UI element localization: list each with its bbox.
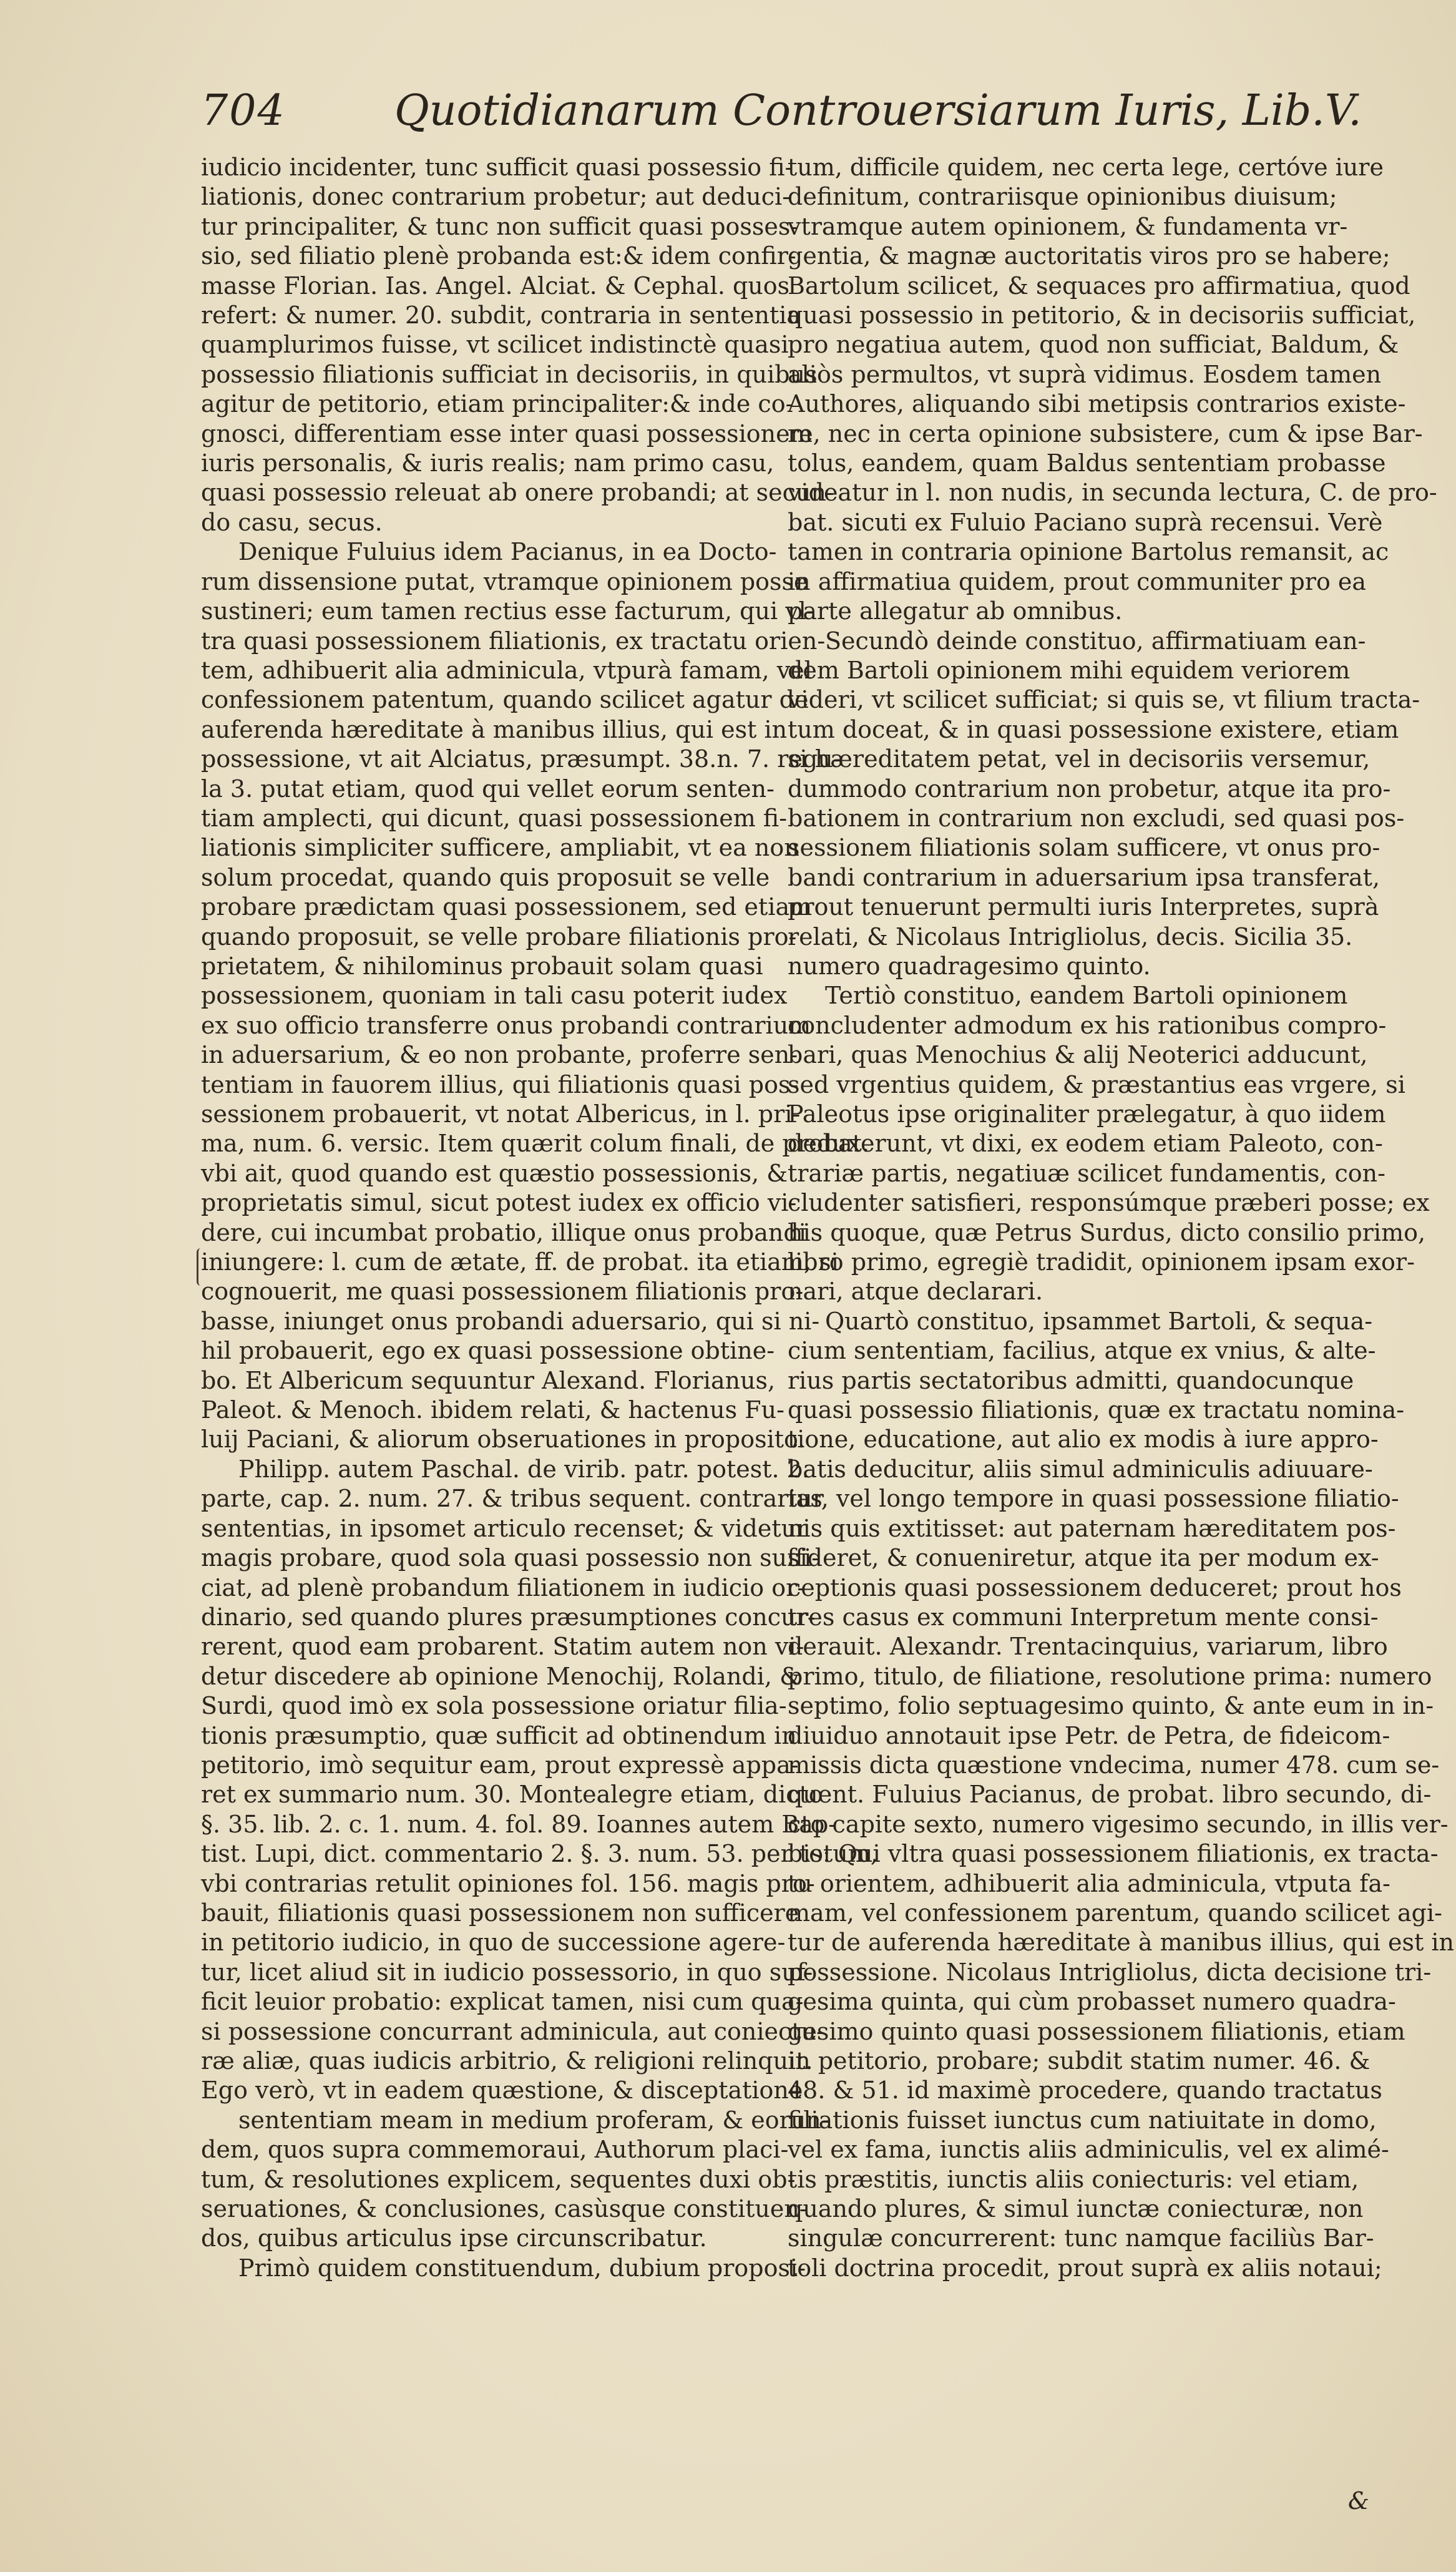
text-line: ficit leuior probatio: explicat tamen, nisi cum qua- bbox=[201, 1988, 804, 2016]
text-line: §. 35. lib. 2. c. 1. num. 4. fol. 89. Ioannes autem Bap- bbox=[201, 1810, 837, 1838]
text-line: concludenter admodum ex his rationibus compro- bbox=[788, 1011, 1387, 1039]
text-line: tamen in contraria opinione Bartolus remansit, ac bbox=[788, 538, 1389, 566]
page-number: 704 bbox=[201, 86, 286, 135]
text-line: tres casus ex communi Interpretum mente consi- bbox=[788, 1603, 1379, 1631]
text-line: dinario, sed quando plures præsumptiones concur- bbox=[201, 1603, 816, 1631]
text-line: cto capite sexto, numero vigesimo secundo, in illis ver- bbox=[788, 1810, 1449, 1838]
text-line: sessionem filiationis solam sufficere, vt onus pro- bbox=[788, 834, 1380, 862]
text-line: luij Paciani, & aliorum obseruationes in proposito. bbox=[201, 1425, 806, 1454]
text-line: proprietatis simul, sicut potest iudex ex officio vi- bbox=[201, 1189, 797, 1217]
text-line: missis dicta quæstione vndecima, numer 478. cum se- bbox=[788, 1751, 1440, 1779]
text-line: refert: & numer. 20. subdit, contraria in sententia bbox=[201, 301, 801, 330]
text-line: nis quis extitisset: aut paternam hæreditatem pos- bbox=[788, 1514, 1396, 1542]
text-line: derauit. Alexandr. Trentacinquius, variarum, libro bbox=[788, 1633, 1388, 1661]
text-line: detur discedere ab opinione Menochij, Rolandi, & bbox=[201, 1662, 801, 1690]
text-line: bationem in contrarium non excludi, sed quasi pos- bbox=[788, 804, 1405, 832]
text-line: magis probare, quod sola quasi possessio non suffi- bbox=[201, 1544, 820, 1572]
text-line: bis: Qui vltra quasi possessionem filiationis, ex tracta- bbox=[788, 1840, 1439, 1868]
text-line: sio, sed filiatio plenè probanda est:& idem confir- bbox=[201, 242, 796, 270]
text-line: liationis simpliciter sufficere, ampliabit, vt ea non bbox=[201, 834, 799, 862]
text-line: libro primo, egregiè tradidit, opinionem ipsam exor- bbox=[788, 1248, 1415, 1276]
text-line: tione, educatione, aut alio ex modis à iure appro- bbox=[788, 1425, 1379, 1454]
text-line: parte, cap. 2. num. 27. & tribus sequent. contrarias bbox=[201, 1485, 823, 1513]
left-column bbox=[201, 153, 878, 2283]
text-line: possessionem, quoniam in tali casu poterit iudex bbox=[201, 982, 788, 1010]
text-line: Primò quidem constituendum, dubium proposi- bbox=[238, 2254, 806, 2282]
text-line: dos, quibus articulus ipse circunscribatur. bbox=[201, 2224, 707, 2252]
text-line: quasi possessio releuat ab onere probandi; at secun- bbox=[201, 479, 834, 507]
text-line: definitum, contrariisque opinionibus diuisum; bbox=[788, 183, 1337, 211]
text-line: quasi possessio in petitorio, & in decisoriis sufficiat, bbox=[788, 301, 1416, 330]
text-line: in petitorio, probare; subdit statim numer. 46. & bbox=[788, 2047, 1370, 2075]
text-line: Secundò deinde constituo, affirmatiuam ean- bbox=[825, 627, 1366, 655]
text-line: do casu, secus. bbox=[201, 508, 383, 536]
page-header bbox=[201, 86, 1368, 155]
text-line: tur de auferenda hæreditate à manibus illius, qui est in bbox=[788, 1929, 1455, 1957]
text-line: ex suo officio transferre onus probandi contrarium bbox=[201, 1011, 811, 1039]
text-line: bat. sicuti ex Fuluio Paciano suprà recensui. Verè bbox=[788, 508, 1383, 536]
text-line: Paleot. & Menoch. ibidem relati, & hactenus Fu- bbox=[201, 1396, 784, 1424]
text-line: his quoque, quæ Petrus Surdus, dicto consilio primo, bbox=[788, 1218, 1426, 1246]
text-line: in affirmatiua quidem, prout communiter pro ea bbox=[788, 567, 1367, 595]
text-line: tur, licet aliud sit in iudicio possessorio, in quo suf- bbox=[201, 1958, 813, 1986]
text-line: Denique Fuluius idem Pacianus, in ea Docto- bbox=[238, 538, 777, 566]
text-line: toli doctrina procedit, prout suprà ex aliis notaui; bbox=[788, 2254, 1382, 2282]
text-line: sententiam meam in medium proferam, & eorun- bbox=[238, 2106, 829, 2134]
text-line: rius partis sectatoribus admitti, quandocunque bbox=[788, 1366, 1354, 1394]
text-line: quando plures, & simul iunctæ coniecturæ, non bbox=[788, 2195, 1364, 2223]
text-line: iuris personalis, & iuris realis; nam primo casu, bbox=[201, 449, 774, 477]
text-line: re, nec in certa opinione subsistere, cum & ipse Bar- bbox=[788, 419, 1423, 447]
text-line: possessio filiationis sufficiat in decisoriis, in quibus bbox=[201, 360, 818, 388]
text-line: septimo, folio septuagesimo quinto, & ante eum in in- bbox=[788, 1692, 1434, 1720]
text-line: si hæreditatem petat, vel in decisoriis versemur, bbox=[788, 745, 1370, 773]
text-line: batis deducitur, aliis simul adminiculis adiuuare- bbox=[788, 1455, 1373, 1483]
text-line: gesima quinta, qui cùm probasset numero quadra- bbox=[788, 1988, 1396, 2016]
text-line: possessione. Nicolaus Intrigliolus, dicta decisione tri- bbox=[788, 1958, 1432, 1986]
text-line: prietatem, & nihilominus probauit solam quasi bbox=[201, 952, 763, 980]
text-line: tum, difficile quidem, nec certa lege, certóve iure bbox=[788, 154, 1384, 181]
text-line: ceptionis quasi possessionem deduceret; prout hos bbox=[788, 1573, 1402, 1601]
text-line: tionis præsumptio, quæ sufficit ad obtinendum in bbox=[201, 1721, 797, 1749]
text-line: confessionem patentum, quando scilicet agatur de bbox=[201, 686, 809, 714]
text-line: quamplurimos fuisse, vt scilicet indistinctè quasi bbox=[201, 331, 789, 359]
text-line: dem Bartoli opinionem mihi equidem veriorem bbox=[788, 656, 1351, 684]
text-line: iudicio incidenter, tunc sufficit quasi possessio fi- bbox=[201, 154, 793, 181]
text-line: primo, titulo, de filiatione, resolutione prima: numero bbox=[788, 1662, 1432, 1690]
text-line: tum doceat, & in quasi possessione existere, etiam bbox=[788, 715, 1399, 743]
text-line: Surdi, quod imò ex sola possessione oriatur filia- bbox=[201, 1692, 787, 1720]
text-line: hil probauerit, ego ex quasi possessione obtine- bbox=[201, 1337, 775, 1365]
text-line: rerent, quod eam probarent. Statim autem non vi- bbox=[201, 1633, 804, 1661]
text-line: sed vrgentius quidem, & præstantius eas vrgere, si bbox=[788, 1070, 1405, 1098]
text-line: la 3. putat etiam, quod qui vellet eorum senten- bbox=[201, 775, 774, 803]
text-line: tra quasi possessionem filiationis, ex tractatu orien- bbox=[201, 627, 826, 655]
text-line: rum dissensione putat, vtramque opinionem posse bbox=[201, 567, 808, 595]
text-line: parte allegatur ab omnibus. bbox=[788, 597, 1123, 625]
text-line: tis præstitis, iunctis aliis coniecturis: vel etiam, bbox=[788, 2165, 1359, 2193]
text-line: quent. Fuluius Pacianus, de probat. libro secundo, di- bbox=[788, 1781, 1432, 1809]
text-line: tolus, eandem, quam Baldus sententiam probasse bbox=[788, 449, 1386, 477]
text-line: bari, quas Menochius & alij Neoterici adducunt, bbox=[788, 1041, 1368, 1069]
text-line: tur, vel longo tempore in quasi possessione filiatio- bbox=[788, 1485, 1399, 1513]
text-line: gentia, & magnæ auctoritatis viros pro se habere; bbox=[788, 242, 1390, 270]
text-line: quasi possessio filiationis, quæ ex tractatu nomina- bbox=[788, 1396, 1405, 1424]
text-line: Quartò constituo, ipsammet Bartoli, & sequa- bbox=[825, 1307, 1373, 1335]
text-line: in petitorio iudicio, in quo de successione agere- bbox=[201, 1929, 786, 1957]
text-line: cognouerit, me quasi possessionem filiationis pro- bbox=[201, 1278, 804, 1306]
text-line: vbi contrarias retulit opiniones fol. 156. magis pro- bbox=[201, 1869, 815, 1897]
text-line: trariæ partis, negatiuæ scilicet fundamentis, con- bbox=[788, 1159, 1385, 1187]
text-line: prout tenuerunt permulti iuris Interpretes, suprà bbox=[788, 893, 1379, 921]
text-line: tiam amplecti, qui dicunt, quasi possessionem fi- bbox=[201, 804, 788, 832]
text-line: si possessione concurrant adminicula, aut coniectu- bbox=[201, 2017, 824, 2045]
text-line: diuiduo annotauit ipse Petr. de Petra, de fideicom- bbox=[788, 1721, 1390, 1749]
text-line: tu orientem, adhibuerit alia adminicula, vtputa fa- bbox=[788, 1869, 1390, 1897]
text-line: dummodo contrarium non probetur, atque ita pro- bbox=[788, 775, 1391, 803]
text-line: seruationes, & conclusiones, casùsque constituen- bbox=[201, 2195, 808, 2223]
text-line: Philipp. autem Paschal. de virib. patr. potest. 2. bbox=[238, 1455, 809, 1483]
right-column bbox=[788, 153, 1455, 2283]
text-line: sideret, & conueniretur, atque ita per modum ex- bbox=[788, 1544, 1379, 1572]
text-line: ræ aliæ, quas iudicis arbitrio, & religioni relinquit. bbox=[201, 2047, 813, 2075]
text-line: sententias, in ipsomet articulo recenset; & videtur bbox=[201, 1514, 808, 1542]
text-line: 48. & 51. id maximè procedere, quando tractatus bbox=[788, 2076, 1382, 2105]
text-line: vbi ait, quod quando est quæstio possessionis, & bbox=[201, 1159, 788, 1187]
text-line: basse, iniunget onus probandi aduersario, qui si ni- bbox=[201, 1307, 820, 1335]
text-line: Authores, aliquando sibi metipsis contrarios existe- bbox=[788, 390, 1406, 418]
text-line: mam, vel confessionem parentum, quando scilicet agi- bbox=[788, 1899, 1442, 1927]
text-line: videatur in l. non nudis, in secunda lectura, C. de pro- bbox=[788, 479, 1437, 507]
text-line: bauit, filiationis quasi possessionem non sufficere bbox=[201, 1899, 799, 1927]
text-line: vel ex fama, iunctis aliis adminiculis, vel ex alimé- bbox=[788, 2136, 1389, 2164]
text-line: tentiam in fauorem illius, qui filiationis quasi pos- bbox=[201, 1070, 799, 1098]
text-line: tist. Lupi, dict. commentario 2. §. 3. num. 53. per totum, bbox=[201, 1840, 878, 1868]
text-line: filiationis fuisset iunctus cum natiuitate in domo, bbox=[788, 2106, 1377, 2134]
text-line: quando proposuit, se velle probare filiationis pro- bbox=[201, 922, 797, 951]
text-line: Bartolum scilicet, & sequaces pro affirmatiua, quod bbox=[788, 271, 1410, 300]
text-line: auferenda hæreditate à manibus illius, qui est in bbox=[201, 715, 788, 743]
text-line: possessione, vt ait Alciatus, præsumpt. 38.n. 7. regu- bbox=[201, 745, 841, 773]
text-line: ret ex summario num. 30. Montealegre etiam, dicto bbox=[201, 1781, 823, 1809]
text-line: pro negatiua autem, quod non sufficiat, Baldum, & bbox=[788, 331, 1399, 359]
text-line: gnosci, differentiam esse inter quasi possessionem bbox=[201, 419, 813, 447]
text-line: gesimo quinto quasi possessionem filiationis, etiam bbox=[788, 2017, 1405, 2045]
text-line: numero quadragesimo quinto. bbox=[788, 952, 1151, 980]
text-line: cludenter satisfieri, responsúmque præberi posse; ex bbox=[788, 1189, 1430, 1217]
text-line: solum procedat, quando quis proposuit se velle bbox=[201, 863, 770, 891]
text-line: Tertiò constituo, eandem Bartoli opinionem bbox=[825, 982, 1348, 1010]
text-line: deduxerunt, vt dixi, ex eodem etiam Paleoto, con- bbox=[788, 1130, 1383, 1158]
text-line: probare prædictam quasi possessionem, sed etiam bbox=[201, 893, 813, 921]
text-line: tur principaliter, & tunc non sufficit quasi posses- bbox=[201, 212, 799, 240]
text-line: tum, & resolutiones explicem, sequentes duxi ob- bbox=[201, 2165, 796, 2193]
text-line: dere, cui incumbat probatio, illique onus probandi bbox=[201, 1218, 806, 1246]
text-line: liationis, donec contrarium probetur; aut deduci- bbox=[201, 183, 791, 211]
text-line: ma, num. 6. versic. Item quærit colum finali, de probat. bbox=[201, 1130, 870, 1158]
catchword: & bbox=[1348, 2487, 1369, 2515]
text-line: masse Florian. Ias. Angel. Alciat. & Cephal. quos bbox=[201, 271, 790, 300]
text-line: sustineri; eum tamen rectius esse facturum, qui vl- bbox=[201, 597, 814, 625]
text-line: Paleotus ipse originaliter prælegatur, à quo iidem bbox=[788, 1100, 1386, 1128]
text-line: iniungere: l. cum de ætate, ff. de probat. ita etiam, si bbox=[201, 1248, 839, 1276]
text-line: agitur de petitorio, etiam principaliter:& inde co- bbox=[201, 390, 794, 418]
text-line: vtramque autem opinionem, & fundamenta vr- bbox=[788, 212, 1348, 240]
text-line: tem, adhibuerit alia adminicula, vtpurà famam, vel bbox=[201, 656, 812, 684]
text-line: videri, vt scilicet sufficiat; si quis se, vt filium tracta- bbox=[788, 686, 1420, 714]
margin-bracket-mark bbox=[197, 1248, 205, 1286]
text-line: Ego verò, vt in eadem quæstione, & disceptatione bbox=[201, 2076, 803, 2105]
text-line: nari, atque declarari. bbox=[788, 1278, 1043, 1306]
text-line: singulæ concurrerent: tunc namque faciliùs Bar- bbox=[788, 2224, 1374, 2252]
text-line: in aduersarium, & eo non probante, proferre sen- bbox=[201, 1041, 798, 1069]
text-line: bo. Et Albericum sequuntur Alexand. Florianus, bbox=[201, 1366, 776, 1394]
text-line: petitorio, imò sequitur eam, prout expressè appa- bbox=[201, 1751, 799, 1779]
text-line: ciat, ad plenè probandum filiationem in iudicio or- bbox=[201, 1573, 806, 1601]
text-line: sessionem probauerit, vt notat Albericus, in l. pri- bbox=[201, 1100, 801, 1128]
text-line: relati, & Nicolaus Intrigliolus, decis. Sicilia 35. bbox=[788, 922, 1353, 951]
text-line: bandi contrarium in aduersarium ipsa transferat, bbox=[788, 863, 1380, 891]
text-line: aliòs permultos, vt suprà vidimus. Eosdem tamen bbox=[788, 360, 1382, 388]
running-title: Quotidianarum Controuersiarum Iuris, Lib.V. bbox=[394, 86, 1362, 135]
text-line: dem, quos supra commemoraui, Authorum placi- bbox=[201, 2136, 789, 2164]
text-line: cium sententiam, facilius, atque ex vnius, & alte- bbox=[788, 1337, 1376, 1365]
